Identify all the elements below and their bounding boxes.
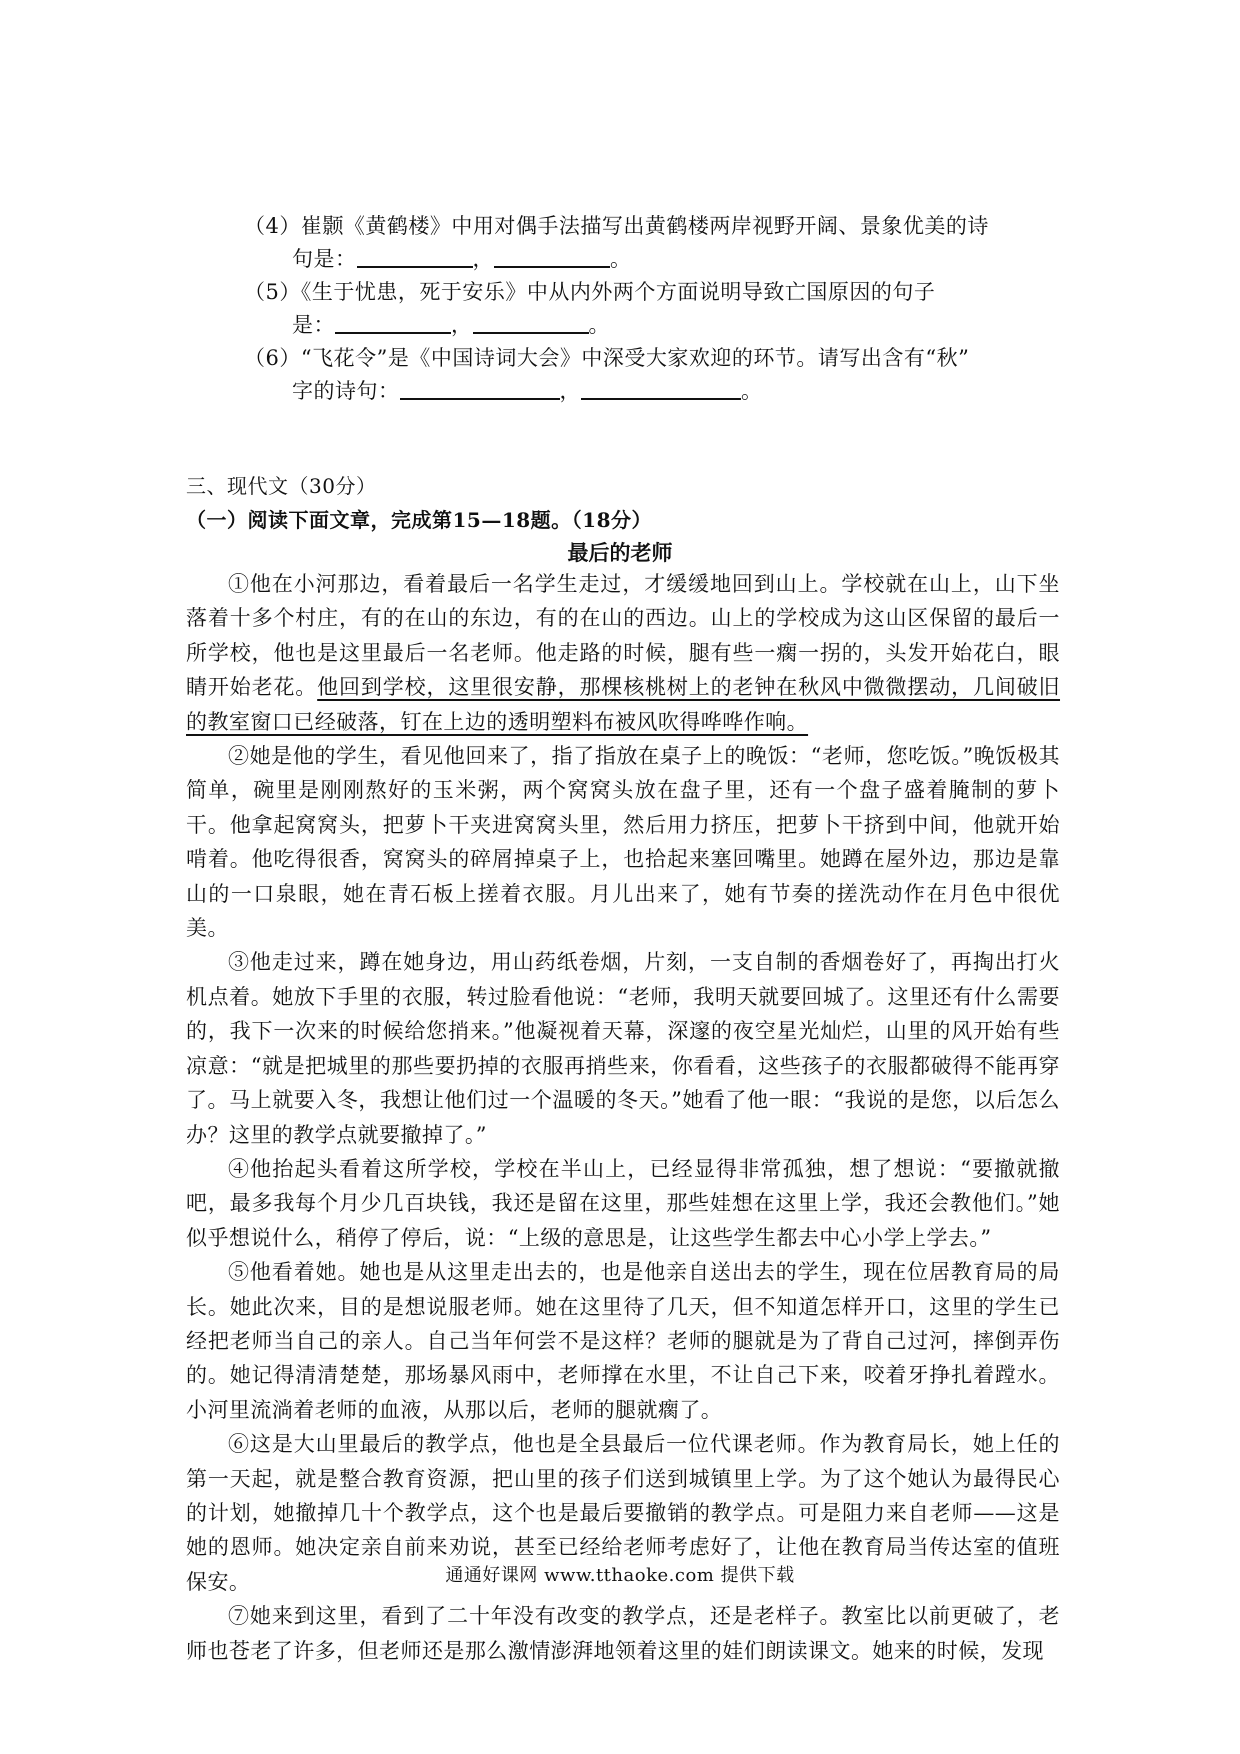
question-5-answer-line <box>244 309 1059 342</box>
question-6-text: （6）“飞花令”是《中国诗词大会》中深受大家欢迎的环节。请写出含有“秋” <box>244 346 970 370</box>
answer-prefix: 是： <box>292 313 335 337</box>
answer-separator: ， <box>472 247 494 271</box>
article-body <box>186 567 1060 1668</box>
answer-suffix: 。 <box>588 313 610 337</box>
paragraph-1 <box>186 567 1060 739</box>
answer-separator: ， <box>451 313 473 337</box>
paragraph-5: ⑤他看着她。她也是从这里走出去的，也是他亲自送出去的学生，现在位居教育局的局长。她此次来，目的是想说服老师。她在这里待了几天，但不知道怎样开口，这里的学生已经把老师当自己的亲人。自己当年何尝不是这样？老师的腿就是为了背自己过河，摔倒弄伤的。她记得清清楚楚，那场暴风雨中，老师撑在水里，不让自己下来，咬着牙挣扎着蹚水。小河里流淌着老师的血液，从那以后，老师的腿就瘸了。 <box>186 1260 1060 1422</box>
underlined-sentence: 他回到学校，这里很安静，那棵核桃树上的老钟在秋风中微微摆动，几间破旧的教室窗口已经破落，钉在上边的透明塑料布被风吹得哗哗作响。 <box>186 675 1061 734</box>
answer-prefix: 句是： <box>292 247 357 271</box>
reading-instruction: （一）阅读下面文章，完成第15—18题。（18分） <box>186 508 652 532</box>
answer-blank-2[interactable] <box>494 244 610 268</box>
paragraph-6: ⑥这是大山里最后的教学点，他也是全县最后一位代课老师。作为教育局长，她上任的第一天起，就是整合教育资源，把山里的孩子们送到城镇里上学。为了这个她认为最得民心的计划，她撤掉几十个教学点，这个也是最后要撤销的教学点。可是阻力来自老师——这是她的恩师。她决定亲自前来劝说，甚至已经给老师考虑好了，让他在教育局当传达室的值班保安。 <box>186 1432 1060 1594</box>
answer-suffix: 。 <box>610 247 632 271</box>
answer-blank-1[interactable] <box>335 310 451 334</box>
answer-blank-2[interactable] <box>581 376 741 400</box>
answer-blank-1[interactable] <box>400 376 560 400</box>
question-4 <box>244 210 1059 276</box>
answer-separator: ， <box>559 379 581 403</box>
answer-blank-1[interactable] <box>357 244 473 268</box>
paragraph-text: ①他在小河那边，看着最后一名学生走过，才缓缓地回到山上。学校就在山上，山下坐落着十多个村庄，有的在山的东边，有的在山的西边。山上的学校成为这山区保留的最后一所学校，他也是这里最后一名老师。他走路的时候，腿有些一瘸一拐的，头发开始花白，眼睛开始老花。 <box>186 572 1060 700</box>
article-title: 最后的老师 <box>567 540 673 565</box>
paragraph-2: ②她是他的学生，看见他回来了，指了指放在桌子上的晚饭：“老师，您吃饭。”晚饭极其简单，碗里是刚刚熬好的玉米粥，两个窝窝头放在盘子里，还有一个盘子盛着腌制的萝卜干。他拿起窝窝头，把萝卜干夹进窝窝头里，然后用力挤压，把萝卜干挤到中间，他就开始啃着。他吃得很香，窝窝头的碎屑掉桌子上，也拾起来塞回嘴里。她蹲在屋外边，那边是靠山的一口泉眼，她在青石板上搓着衣服。月儿出来了，她有节奏的搓洗动作在月色中很优美。 <box>186 744 1060 941</box>
page-footer: 通通好课网 www.tthaoke.com 提供下载 <box>445 1565 795 1586</box>
paragraph-3: ③他走过来，蹲在她身边，用山药纸卷烟，片刻，一支自制的香烟卷好了，再掏出打火机点着。她放下手里的衣服，转过脸看他说：“老师，我明天就要回城了。这里还有什么需要的，我下一次来的时候给您捎来。”他凝视着天幕，深邃的夜空星光灿烂，山里的风开始有些凉意：“就是把城里的那些要扔掉的衣服再捎些来，你看看，这些孩子的衣服都破得不能再穿了。马上就要入冬，我想让他们过一个温暖的冬天。”她看了他一眼：“我说的是您，以后怎么办？这里的教学点就要撤掉了。” <box>186 950 1060 1147</box>
answer-prefix: 字的诗句： <box>292 379 400 403</box>
paragraph-7: ⑦她来到这里，看到了二十年没有改变的教学点，还是老样子。教室比以前更破了，老师也苍老了许多，但老师还是那么激情澎湃地领着这里的娃们朗读课文。她来的时候，发现 <box>186 1604 1060 1663</box>
question-6-answer-line <box>244 375 1059 408</box>
question-4-answer-line <box>244 243 1059 276</box>
question-6 <box>244 342 1059 408</box>
question-5-text: （5）《生于忧患，死于安乐》中从内外两个方面说明导致亡国原因的句子 <box>244 280 936 304</box>
answer-suffix: 。 <box>741 379 763 403</box>
section-heading: 三、现代文（30分） <box>186 474 377 498</box>
question-4-text: （4）崔颢《黄鹤楼》中用对偶手法描写出黄鹤楼两岸视野开阔、景象优美的诗 <box>244 214 989 238</box>
answer-blank-2[interactable] <box>473 310 589 334</box>
question-5 <box>244 276 1059 342</box>
paragraph-4: ④他抬起头看着这所学校，学校在半山上，已经显得非常孤独，想了想说：“要撤就撤吧，最多我每个月少几百块钱，我还是留在这里，那些娃想在这里上学，我还会教他们。”她似乎想说什么，稍停了停后，说：“上级的意思是，让这些学生都去中心小学上学去。” <box>186 1156 1060 1250</box>
